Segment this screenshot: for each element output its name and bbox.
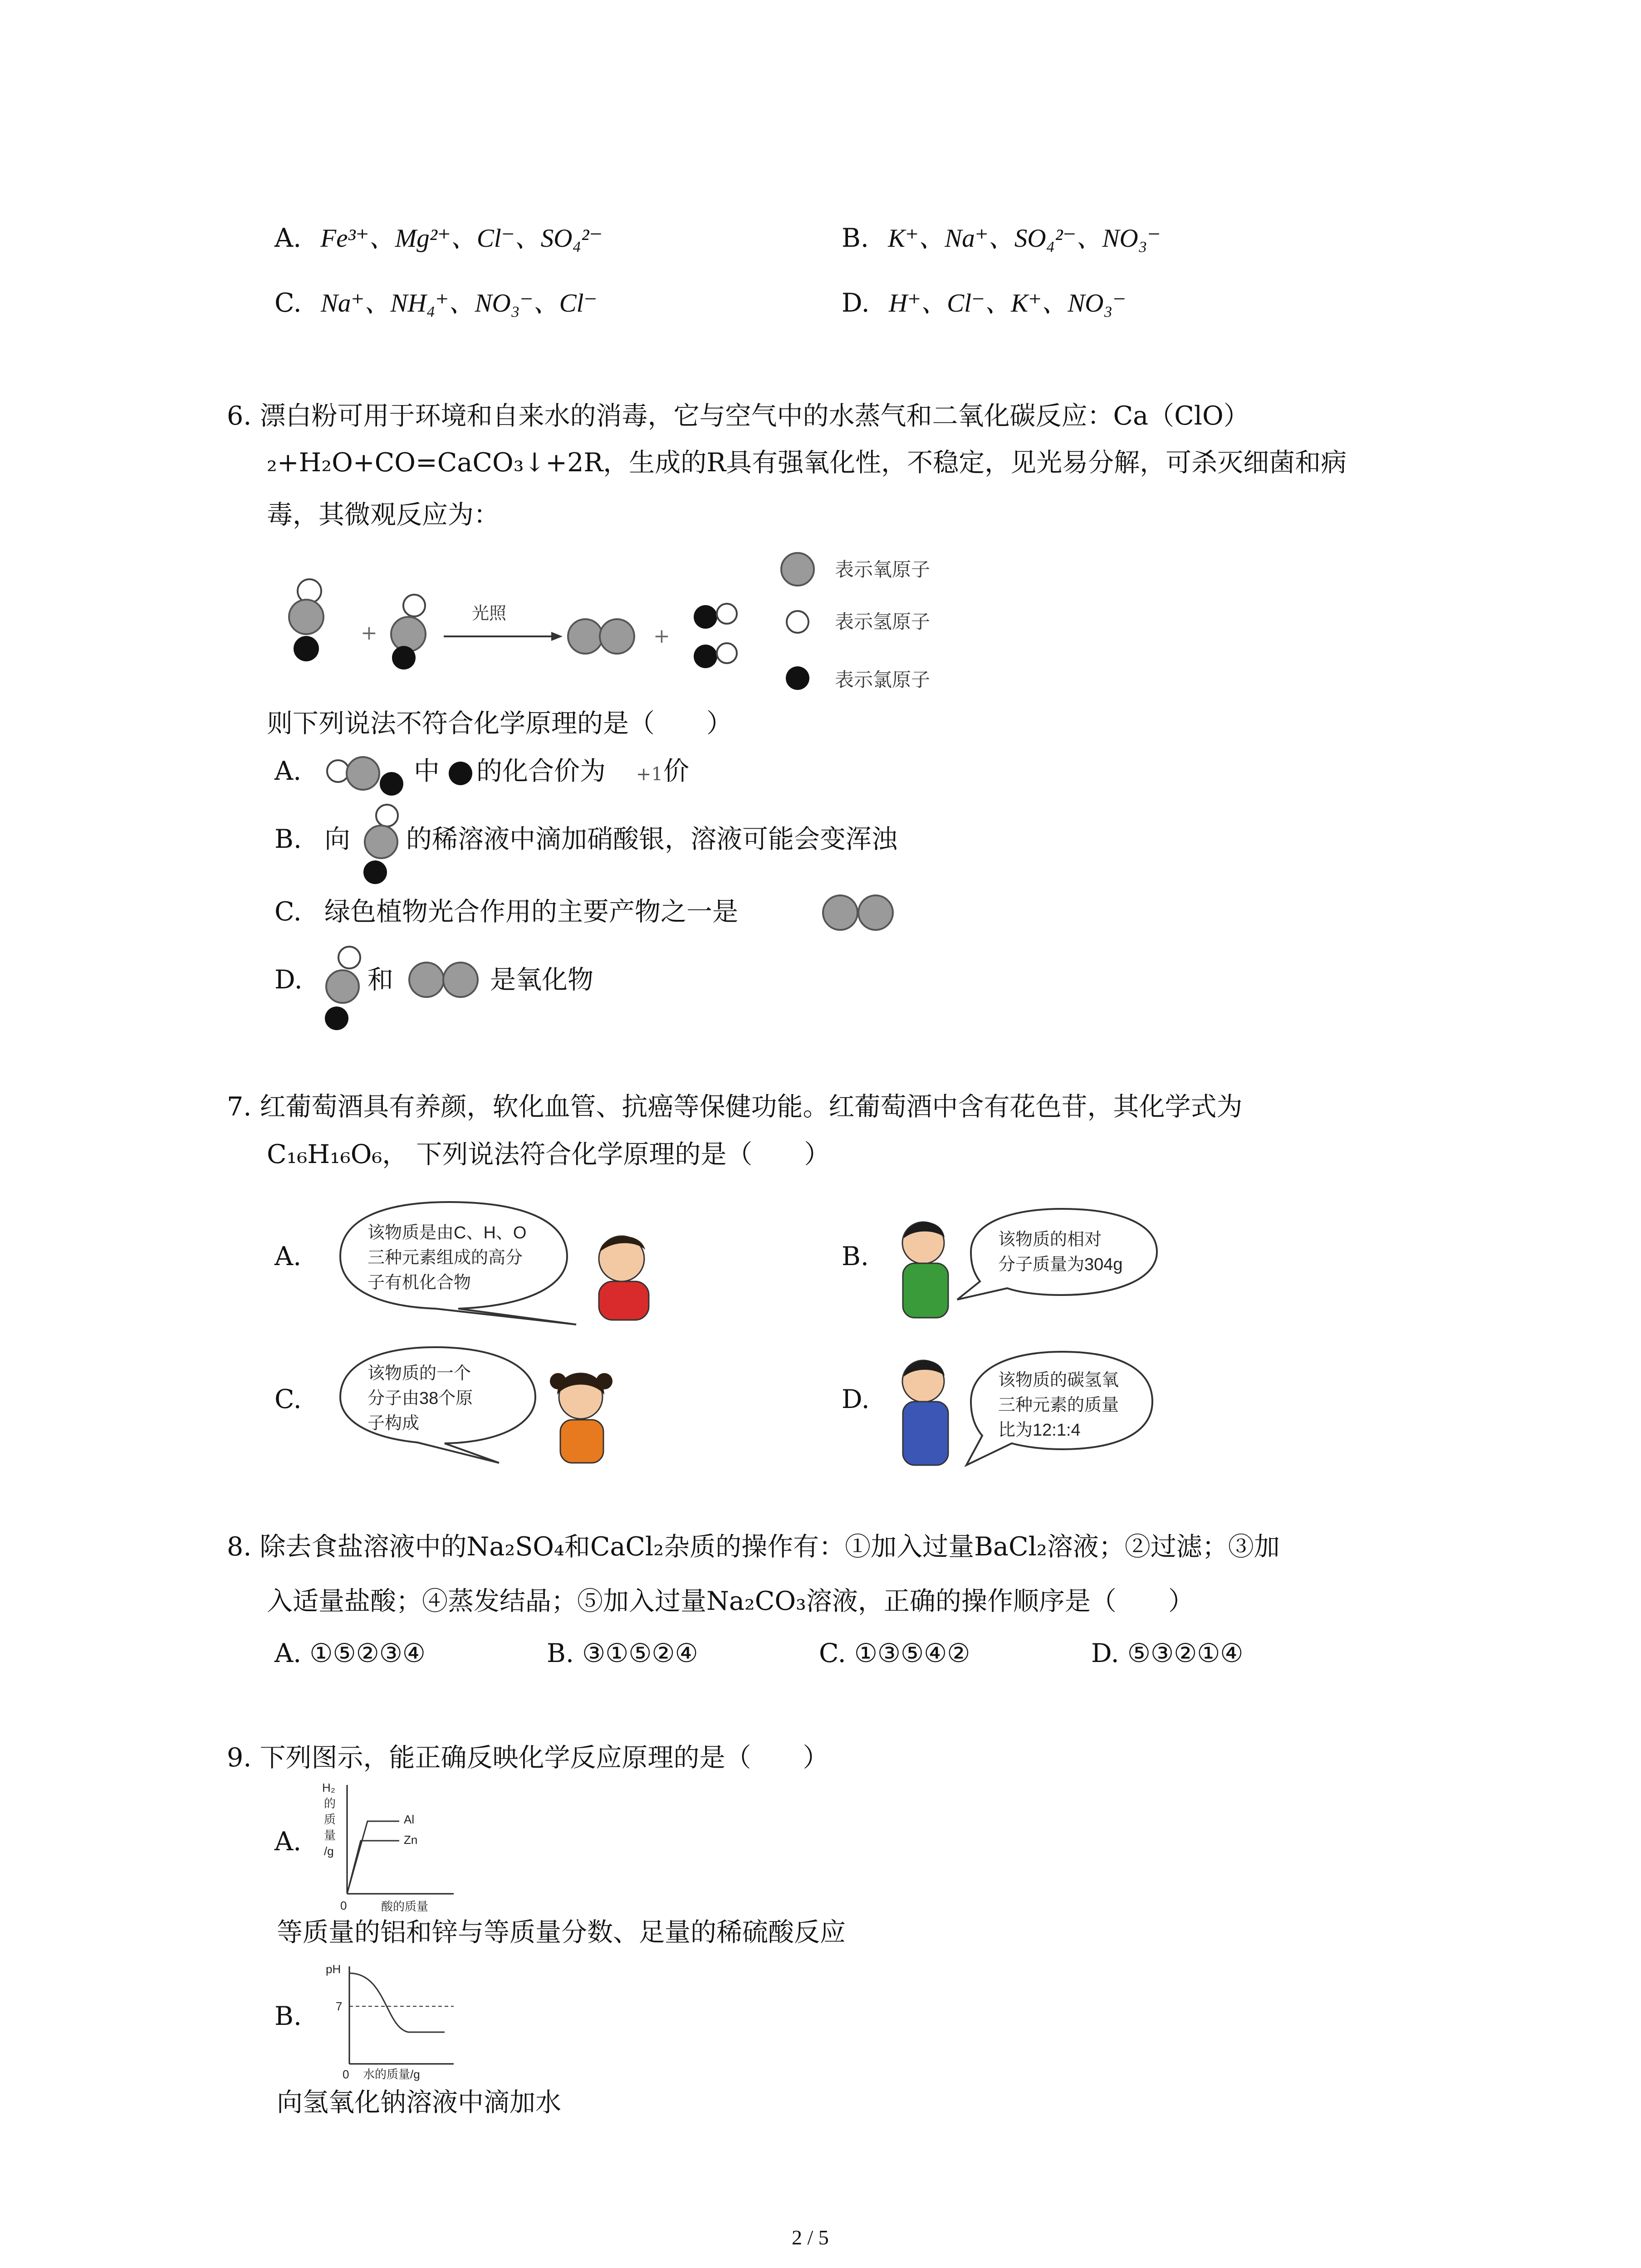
q6-option-d-post: 是氧化物 <box>490 965 593 995</box>
q5-option-d <box>842 287 1126 319</box>
q9-option-a-caption: 等质量的铝和锌与等质量分数、足量的稀硫酸反应 <box>277 1917 846 1947</box>
q8-option-c: C. ①③⑤④② <box>819 1638 970 1668</box>
bubble-line: 该物质是由C、H、O <box>367 1223 527 1242</box>
q8-option-a: A. ①⑤②③④ <box>274 1638 426 1668</box>
hcl-molecule-pair <box>694 604 737 668</box>
q6-stem-line3: 毒，其微观反应为： <box>267 500 500 530</box>
option-label: A. <box>274 223 302 253</box>
boy-icon <box>599 1236 649 1320</box>
bubble-line: 分子质量为304g <box>998 1255 1123 1274</box>
q7-option-c-illustration <box>322 1338 640 1470</box>
q6-option-a-end: 价 <box>663 756 689 786</box>
q9-option-b-caption: 向氢氧化钠溶液中滴加水 <box>277 2087 561 2117</box>
q8-option-b: B. ③①⑤②④ <box>547 1638 698 1668</box>
q7-option-c-label: C. <box>274 1384 302 1414</box>
q8-stem-line1: 8. 除去食盐溶液中的Na₂SO₄和CaCl₂杂质的操作有：①加入过量BaCl₂溶液；②过滤；③加 <box>227 1532 1280 1562</box>
q5-option-a <box>274 222 603 254</box>
bubble-line: 子构成 <box>367 1414 420 1433</box>
arrow-label: 光照 <box>472 604 507 623</box>
origin-label: 0 <box>343 2068 349 2081</box>
ph-curve <box>349 1973 445 2032</box>
bubble-line: 子有机化合物 <box>367 1273 471 1292</box>
bubble-line: 该物质的相对 <box>998 1230 1102 1249</box>
q6-option-c-text: 绿色植物光合作用的主要产物之一是 <box>324 897 738 927</box>
q6-option-a-post: 的化合价为 <box>476 756 606 786</box>
bubble-line: 该物质的一个 <box>367 1364 471 1383</box>
series-label-zn: Zn <box>404 1833 418 1847</box>
o2-molecule-icon <box>817 890 903 935</box>
man-icon <box>902 1360 948 1465</box>
x-axis-label: 水的质量/g <box>363 2068 420 2081</box>
q5-option-b <box>842 222 1161 254</box>
option-text: Fe³⁺、Mg²⁺、Cl⁻、SO₄²⁻ <box>320 224 603 253</box>
speech-bubble <box>957 1209 1157 1300</box>
q7-option-a-illustration <box>322 1193 676 1329</box>
option-label: C. <box>274 288 302 318</box>
bubble-line: 比为12:1:4 <box>998 1421 1081 1440</box>
chlorine-atom-icon <box>447 760 474 787</box>
hclo-molecule-icon <box>324 753 406 798</box>
hclo-molecule-icon <box>356 802 406 890</box>
q6-option-a-pre: 中 <box>414 756 440 786</box>
micro-reaction-diagram <box>272 542 953 714</box>
reaction-arrow <box>444 632 563 641</box>
q9-graph-a <box>318 1778 463 1914</box>
y-axis-label: pH <box>326 1962 341 1976</box>
series-line-al <box>347 1821 399 1894</box>
o2-molecule <box>568 619 634 654</box>
legend-chlorine: 表示氯原子 <box>835 669 931 690</box>
q6-option-d-label: D. <box>274 965 303 995</box>
q6-option-a-valence: +1 <box>636 764 663 785</box>
hclo-molecule <box>289 579 323 661</box>
q9-option-a-label: A. <box>274 1827 302 1857</box>
legend <box>781 553 930 690</box>
bubble-line: 该物质的碳氢氧 <box>998 1371 1119 1390</box>
plus-sign: + <box>653 625 670 648</box>
origin-label: 0 <box>340 1899 347 1912</box>
legend-oxygen: 表示氧原子 <box>835 559 931 580</box>
option-text: H⁺、Cl⁻、K⁺、NO₃⁻ <box>888 289 1127 318</box>
q7-option-b-label: B. <box>842 1242 869 1271</box>
q7-stem-line1: 7. 红葡萄酒具有养颜，软化血管、抗癌等保健功能。红葡萄酒中含有花色苷，其化学式为 <box>227 1092 1243 1122</box>
q5-option-c <box>274 287 598 319</box>
q7-option-d-illustration <box>889 1343 1171 1474</box>
q6-stem-line1: 6. 漂白粉可用于环境和自来水的消毒，它与空气中的水蒸气和二氧化碳反应：Ca（ClO） <box>227 401 1249 431</box>
q6-option-a-label: A. <box>274 756 302 786</box>
legend-hydrogen: 表示氢原子 <box>835 611 931 632</box>
y-axis-label: 质 <box>324 1813 336 1826</box>
q6-option-c-label: C. <box>274 897 302 927</box>
y-axis-label: H₂ <box>322 1781 335 1794</box>
q6-question: 则下列说法不符合化学原理的是（ ） <box>267 709 732 738</box>
q6-stem-line2: ₂+H₂O+CO=CaCO₃↓+2R，生成的R具有强氧化性，不稳定，见光易分解，可杀灭细菌和病 <box>267 448 1347 478</box>
series-label-al: Al <box>404 1813 415 1826</box>
y-tick-label: 7 <box>336 1999 343 2013</box>
q8-stem-line2: 入适量盐酸；④蒸发结晶；⑤加入过量Na₂CO₃溶液，正确的操作顺序是（ ） <box>267 1586 1194 1616</box>
q6-option-b-label: B. <box>274 824 302 854</box>
y-axis-label: 量 <box>324 1828 336 1842</box>
q8-option-d: D. ⑤③②①④ <box>1091 1638 1244 1668</box>
hcl-molecule <box>391 595 426 670</box>
man-icon <box>902 1222 948 1318</box>
page-number: 2 / 5 <box>792 2226 829 2249</box>
q7-option-d-label: D. <box>842 1384 870 1414</box>
bubble-line: 三种元素的质量 <box>998 1396 1119 1415</box>
o2-molecule-icon <box>404 957 490 1002</box>
option-text: Na⁺、NH₄⁺、NO₃⁻、Cl⁻ <box>320 289 598 318</box>
q7-stem-line2: C₁₆H₁₆O₆， 下列说法符合化学原理的是（ ） <box>267 1139 830 1169</box>
option-label: D. <box>842 288 870 318</box>
q9-stem: 9. 下列图示，能正确反映化学反应原理的是（ ） <box>227 1743 829 1773</box>
y-axis-label: /g <box>324 1844 334 1858</box>
option-text: K⁺、Na⁺、SO₄²⁻、NO₃⁻ <box>888 224 1161 253</box>
y-axis-label: 的 <box>324 1797 336 1810</box>
girl-icon <box>550 1373 612 1463</box>
q9-option-b-label: B. <box>274 2001 302 2031</box>
x-axis-label: 酸的质量 <box>381 1900 429 1913</box>
hclo-molecule-icon <box>318 941 367 1032</box>
plus-sign: + <box>361 621 377 645</box>
bubble-line: 三种元素组成的高分 <box>367 1248 523 1267</box>
option-label: B. <box>842 223 869 253</box>
q6-option-b-pre: 向 <box>324 824 350 854</box>
q6-option-d-mid: 和 <box>367 965 393 995</box>
q6-option-b-post: 的稀溶液中滴加硝酸银，溶液可能会变浑浊 <box>406 824 897 854</box>
q9-graph-b <box>318 1960 463 2082</box>
q7-option-a-label: A. <box>274 1242 302 1271</box>
bubble-line: 分子由38个原 <box>367 1389 473 1408</box>
q7-option-b-illustration <box>889 1202 1171 1329</box>
